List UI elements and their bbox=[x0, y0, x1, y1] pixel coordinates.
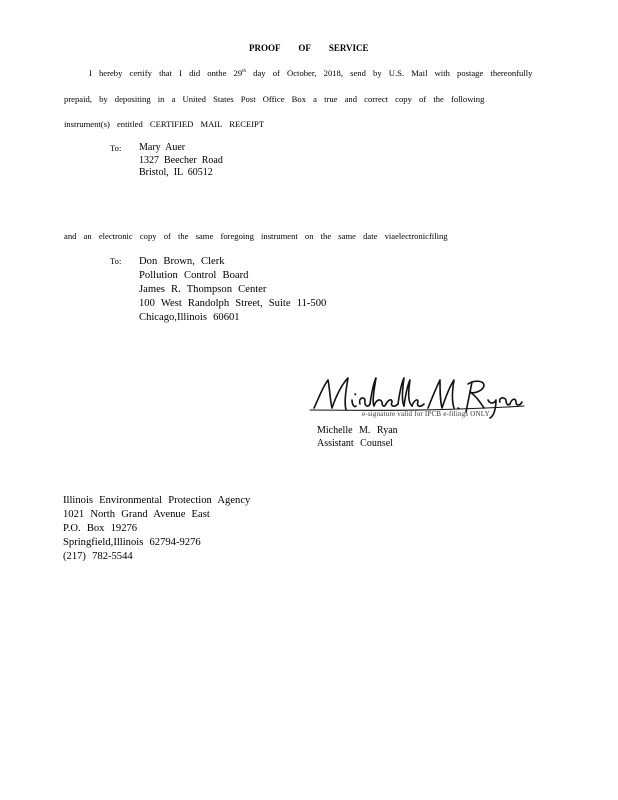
recipient2-to-label: To: bbox=[110, 256, 122, 266]
address-line: Pollution Control Board bbox=[139, 270, 249, 281]
electronic-copy-line: and an electronic copy of the same foregoing instrument on the same date viaelectronicfiling bbox=[64, 231, 448, 241]
address-line: James R. Thompson Center bbox=[139, 284, 267, 295]
address-line: Springfield,Illinois 62794-9276 bbox=[63, 537, 201, 548]
address-line: 100 West Randolph Street, Suite 11-500 bbox=[139, 298, 327, 309]
certify-line-1-pre: I hereby certify that I did onthe 29 bbox=[89, 68, 243, 78]
certify-line-3: instrument(s) entitled CERTIFIED MAIL RECEIPT bbox=[64, 119, 265, 129]
address-line: Mary Auer bbox=[139, 142, 186, 153]
certify-line-1-post: day of October, 2018, send by U.S. Mail with postage thereonfully bbox=[253, 68, 533, 78]
day-suffix: th bbox=[242, 69, 247, 75]
address-line: Chicago,Illinois 60601 bbox=[139, 312, 240, 323]
address-line: Don Brown, Clerk bbox=[139, 256, 225, 267]
signer-role: Assistant Counsel bbox=[317, 437, 393, 449]
agency-address bbox=[63, 494, 250, 564]
signer-name: Michelle M. Ryan bbox=[317, 425, 398, 436]
address-line: (217) 782-5544 bbox=[63, 551, 133, 562]
address-line: 1327 Beecher Road bbox=[139, 154, 223, 166]
address-line: 1021 North Grand Avenue East bbox=[63, 509, 210, 520]
recipient1-address bbox=[139, 142, 223, 180]
address-line: Bristol, IL 60512 bbox=[139, 167, 213, 179]
recipient2-address bbox=[139, 255, 326, 325]
signature-block bbox=[317, 425, 398, 450]
page-title: PROOF OF SERVICE bbox=[249, 43, 369, 53]
certify-line-1 bbox=[89, 68, 532, 78]
signature-caption: e-signature valid for IPCB e-filings ONLY bbox=[362, 410, 490, 418]
address-line: Illinois Environmental Protection Agency bbox=[63, 495, 251, 506]
recipient1-to-label: To: bbox=[110, 143, 122, 153]
certify-line-2: prepaid, by depositing in a United States Post Office Box a true and correct copy of the following bbox=[64, 94, 485, 104]
address-line: P.O. Box 19276 bbox=[63, 523, 138, 534]
